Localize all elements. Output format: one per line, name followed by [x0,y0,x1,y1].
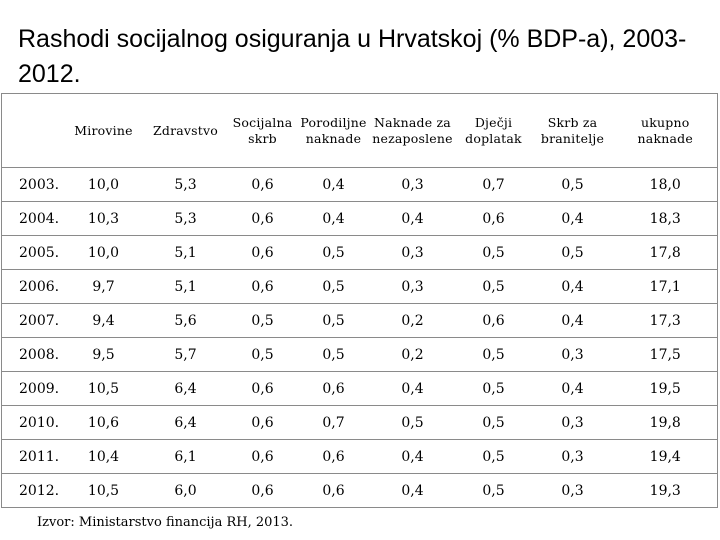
table-body [2,168,718,508]
column-header-line: Naknade za [374,114,451,130]
value-cell: 0,5 [456,474,532,508]
expenditure-table [1,93,718,508]
value-cell: 0,6 [456,202,532,236]
table-row [2,338,718,372]
value-cell: 0,4 [532,202,614,236]
value-cell: 0,3 [532,440,614,474]
year-cell: 2012. [2,474,64,508]
value-cell: 0,5 [228,338,298,372]
value-cell: 0,6 [456,304,532,338]
table-row [2,304,718,338]
value-cell: 0,6 [228,202,298,236]
year-cell: 2011. [2,440,64,474]
value-cell: 10,3 [64,202,144,236]
source-note: Izvor: Ministarstvo financija RH, 2013. [37,515,294,530]
column-header [370,94,456,168]
value-cell: 0,7 [456,168,532,202]
column-header [2,94,64,168]
value-cell: 0,2 [370,338,456,372]
value-cell: 6,4 [144,372,228,406]
column-header [64,94,144,168]
column-header-line: Mirovine [74,122,133,138]
value-cell: 0,5 [456,236,532,270]
year-cell: 2003. [2,168,64,202]
page-title: Rashodi socijalnog osiguranja u Hrvatskoj (% BDP-a), 2003-2012. [18,25,687,88]
value-cell: 0,5 [456,338,532,372]
column-header-line: Skrb za [547,114,598,130]
column-header-line: nezaposlene [372,130,453,146]
value-cell: 19,5 [614,372,718,406]
value-cell: 18,0 [614,168,718,202]
value-cell: 0,5 [298,338,370,372]
value-cell: 0,4 [370,372,456,406]
header-row [2,94,718,168]
value-cell: 0,5 [298,270,370,304]
value-cell: 0,4 [532,304,614,338]
value-cell: 19,4 [614,440,718,474]
value-cell: 0,5 [532,168,614,202]
value-cell: 0,4 [370,474,456,508]
table-row [2,440,718,474]
value-cell: 5,6 [144,304,228,338]
column-header [228,94,298,168]
value-cell: 0,6 [298,372,370,406]
column-header-line: skrb [248,130,277,146]
value-cell: 9,5 [64,338,144,372]
table-row [2,270,718,304]
table-row [2,406,718,440]
value-cell: 0,4 [532,270,614,304]
column-header-line: Zdravstvo [152,122,218,138]
value-cell: 0,4 [370,202,456,236]
value-cell: 6,1 [144,440,228,474]
value-cell: 0,5 [532,236,614,270]
value-cell: 0,5 [298,304,370,338]
value-cell: 0,3 [370,168,456,202]
column-header [614,94,718,168]
value-cell: 0,5 [298,236,370,270]
value-cell: 0,2 [370,304,456,338]
value-cell: 0,3 [532,406,614,440]
year-cell: 2010. [2,406,64,440]
value-cell: 0,4 [370,440,456,474]
value-cell: 17,3 [614,304,718,338]
value-cell: 17,1 [614,270,718,304]
year-cell: 2008. [2,338,64,372]
year-cell: 2007. [2,304,64,338]
value-cell: 0,6 [228,270,298,304]
value-cell: 5,3 [144,168,228,202]
value-cell: 0,6 [228,236,298,270]
value-cell: 5,7 [144,338,228,372]
value-cell: 9,7 [64,270,144,304]
column-header [532,94,614,168]
column-header-line: naknade [305,130,362,146]
value-cell: 10,5 [64,372,144,406]
value-cell: 0,5 [456,372,532,406]
value-cell: 0,7 [298,406,370,440]
value-cell: 9,4 [64,304,144,338]
data-table-container [1,93,717,508]
value-cell: 10,0 [64,168,144,202]
value-cell: 0,3 [532,474,614,508]
value-cell: 0,4 [532,372,614,406]
table-row [2,372,718,406]
value-cell: 5,1 [144,270,228,304]
value-cell: 5,1 [144,236,228,270]
value-cell: 0,4 [298,202,370,236]
value-cell: 0,3 [532,338,614,372]
column-header-line: Socijalna [232,114,293,130]
value-cell: 6,4 [144,406,228,440]
value-cell: 10,5 [64,474,144,508]
value-cell: 6,0 [144,474,228,508]
value-cell: 0,6 [228,440,298,474]
value-cell: 0,6 [298,440,370,474]
column-header-line: branitelje [540,130,605,146]
value-cell: 5,3 [144,202,228,236]
value-cell: 17,8 [614,236,718,270]
value-cell: 10,0 [64,236,144,270]
column-header [456,94,532,168]
value-cell: 18,3 [614,202,718,236]
column-header-line: doplatak [465,130,522,146]
column-header-line: Dječji [474,114,513,130]
value-cell: 19,8 [614,406,718,440]
year-cell: 2004. [2,202,64,236]
table-row [2,236,718,270]
table-row [2,168,718,202]
value-cell: 0,5 [456,406,532,440]
column-header [144,94,228,168]
value-cell: 0,5 [370,406,456,440]
value-cell: 0,5 [228,304,298,338]
value-cell: 0,6 [298,474,370,508]
value-cell: 0,5 [456,270,532,304]
year-cell: 2006. [2,270,64,304]
year-cell: 2005. [2,236,64,270]
column-header-line: Porodiljne [300,114,367,130]
year-cell: 2009. [2,372,64,406]
table-row [2,474,718,508]
value-cell: 10,6 [64,406,144,440]
value-cell: 0,6 [228,406,298,440]
value-cell: 0,6 [228,474,298,508]
column-header [298,94,370,168]
table-row [2,202,718,236]
value-cell: 19,3 [614,474,718,508]
value-cell: 10,4 [64,440,144,474]
value-cell: 0,5 [456,440,532,474]
column-header-line: ukupno [641,114,690,130]
value-cell: 0,4 [298,168,370,202]
value-cell: 17,5 [614,338,718,372]
value-cell: 0,6 [228,168,298,202]
value-cell: 0,3 [370,236,456,270]
column-header-line: naknade [637,130,693,146]
value-cell: 0,3 [370,270,456,304]
value-cell: 0,6 [228,372,298,406]
